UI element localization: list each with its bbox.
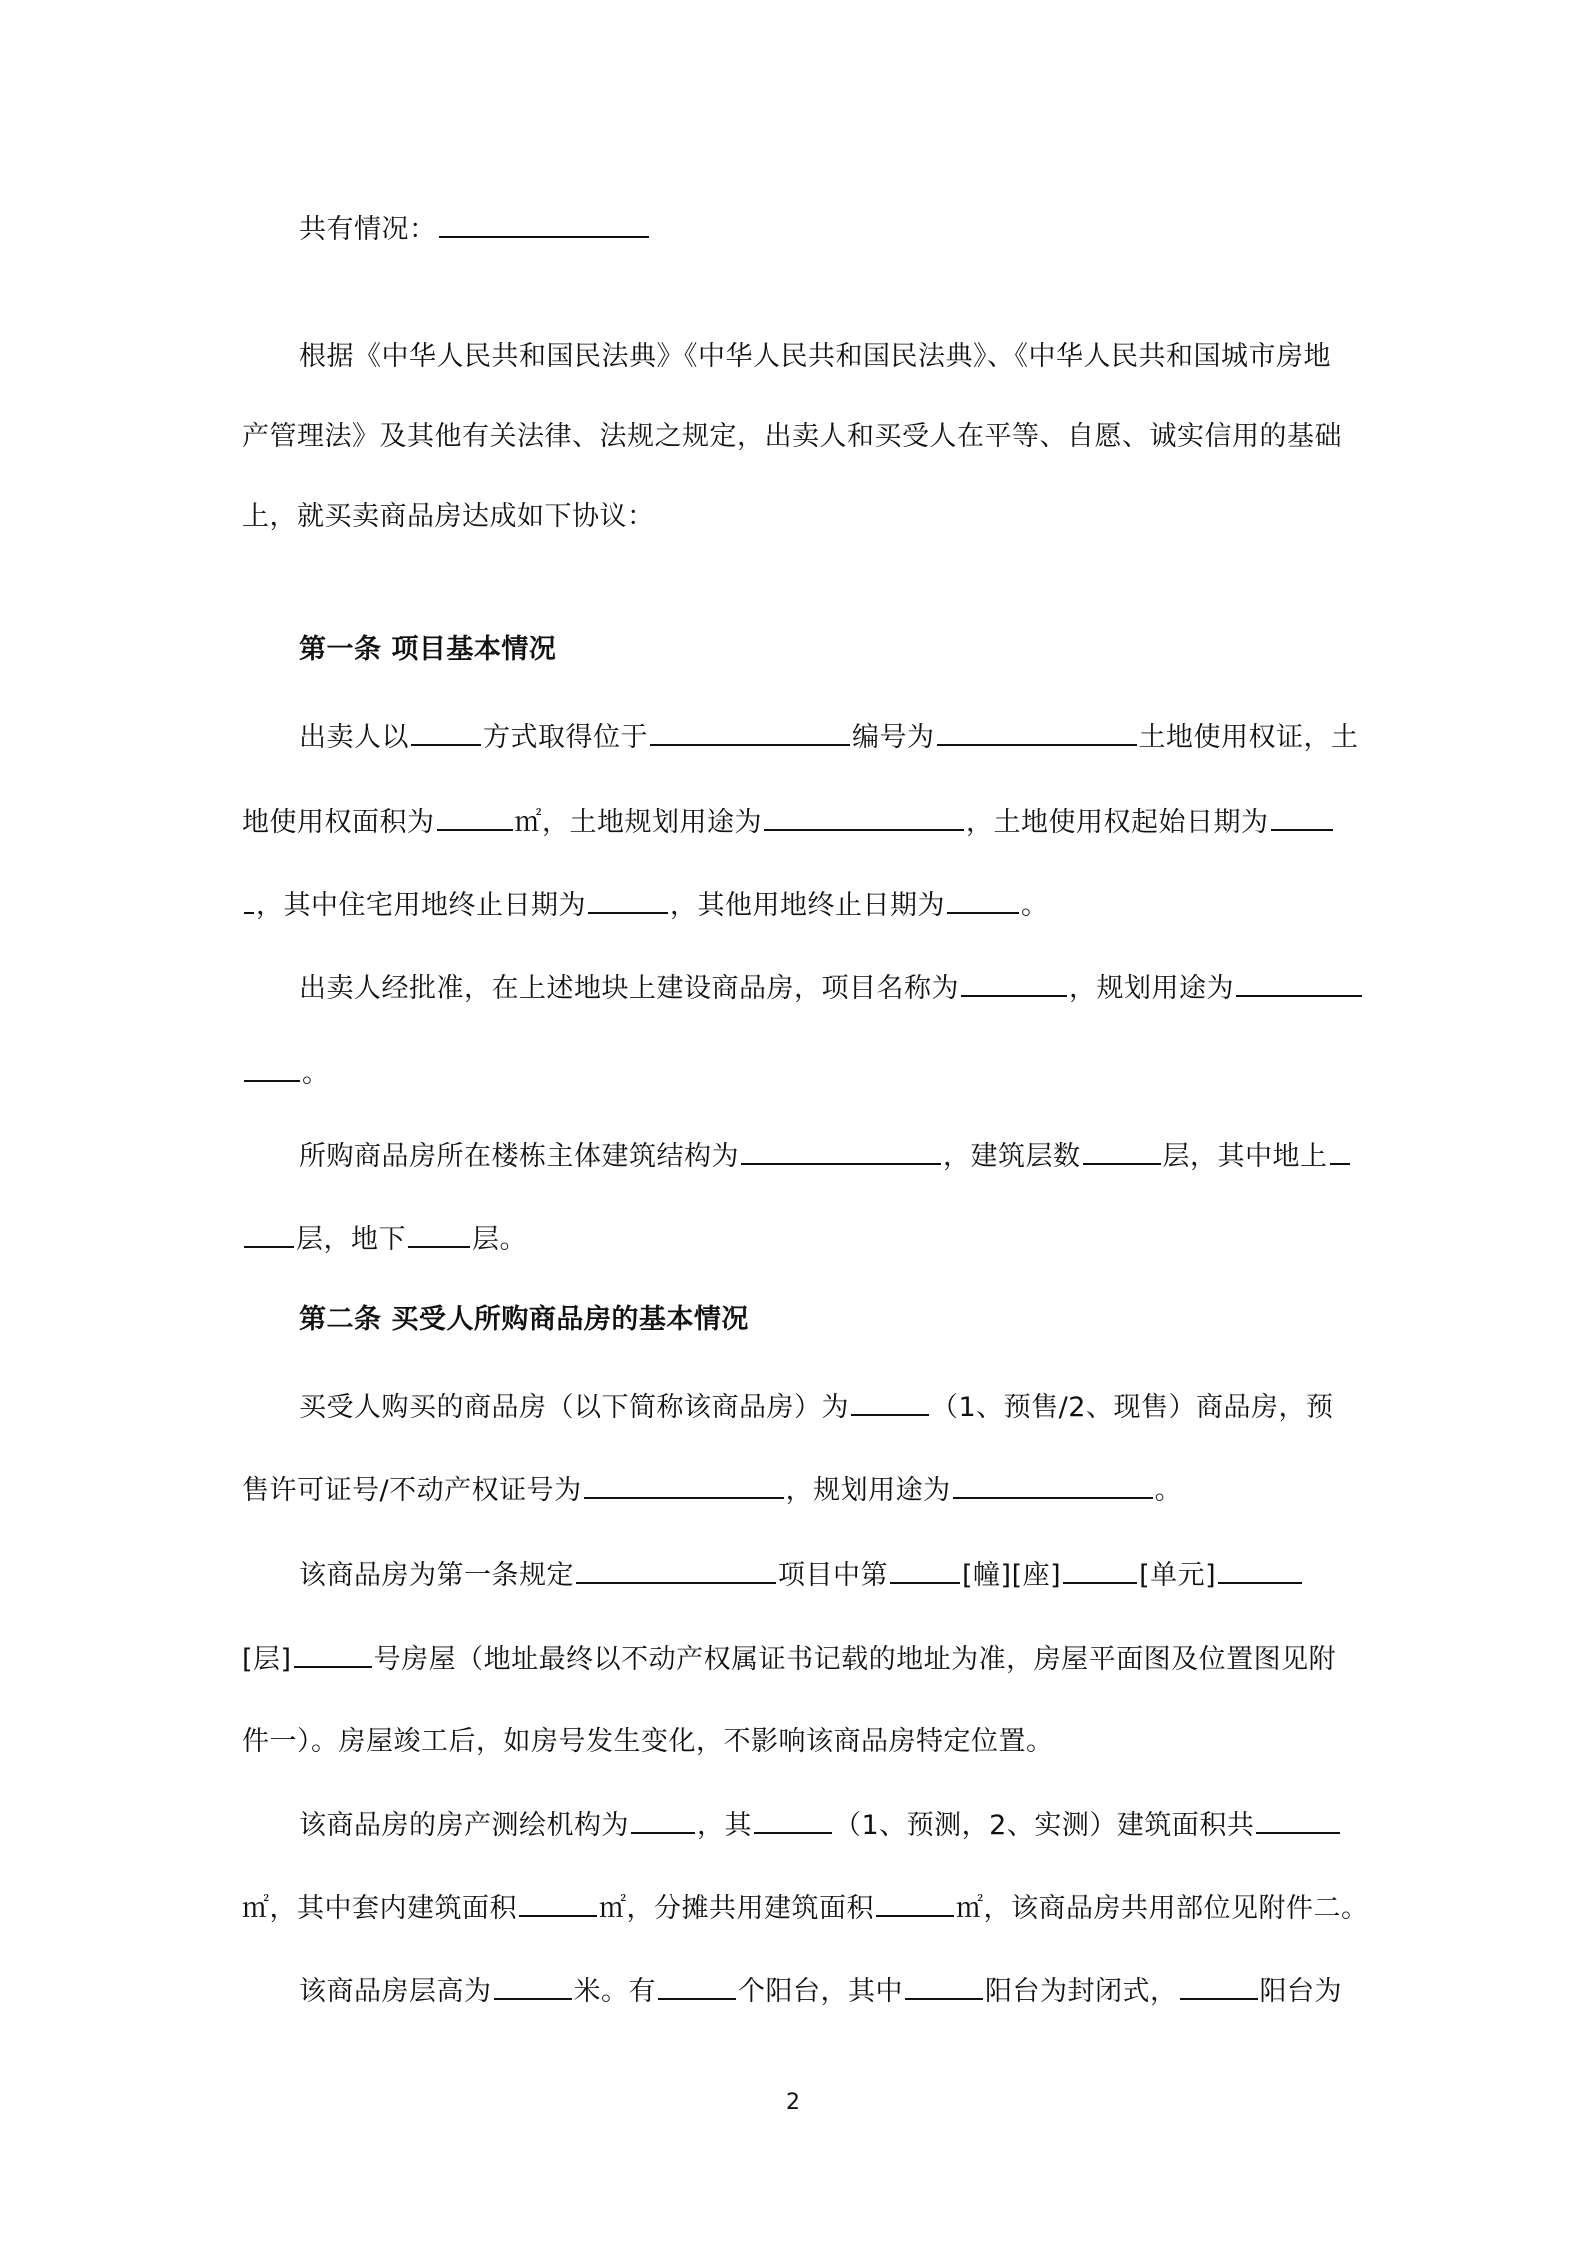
text-segment: 层，其中地上: [1162, 1141, 1328, 1172]
survey-agency-blank[interactable]: [631, 1806, 695, 1834]
article1-para2-line1: [299, 969, 1364, 1009]
preamble-line-1: 根据《中华人民共和国民法典》《中华人民共和国民法典》、《中华人民共和国城市房地: [299, 341, 1331, 372]
article1-para3-line1: [299, 1137, 1352, 1177]
floors-above-blank-cont[interactable]: [244, 1220, 294, 1248]
text-segment: [单元]: [1139, 1560, 1217, 1591]
text-segment: 售许可证号/不动产权证号为: [242, 1475, 582, 1506]
article2-para2-line3: 件一）。房屋竣工后，如房号发生变化，不影响该商品房特定位置。: [242, 1726, 1054, 1757]
text-segment: ，其中住宅用地终止日期为: [256, 890, 586, 921]
total-floors-blank[interactable]: [1083, 1137, 1161, 1165]
floor-number-blank[interactable]: [1218, 1556, 1302, 1584]
text-segment: ㎡，其中套内建筑面积: [242, 1893, 517, 1924]
building-number-blank[interactable]: [890, 1556, 960, 1584]
article2-para4-line1: [299, 1972, 1342, 2012]
text-segment: 出卖人以: [299, 722, 409, 753]
planned-use-blank[interactable]: [1236, 969, 1362, 997]
house-use-blank[interactable]: [953, 1471, 1153, 1499]
co-ownership-line: [299, 210, 651, 250]
land-start-date-blank-cont[interactable]: [244, 886, 254, 914]
sale-type-blank[interactable]: [851, 1388, 929, 1416]
article2-para2-line1: [299, 1556, 1304, 1596]
text-segment: 项目中第: [778, 1560, 888, 1591]
text-segment: ，其他用地终止日期为: [670, 890, 945, 921]
text-segment: [层]: [242, 1644, 292, 1675]
article2-title: 第二条 买受人所购商品房的基本情况: [299, 1304, 749, 1335]
text-segment: 出卖人经批准，在上述地块上建设商品房，项目名称为: [299, 973, 959, 1004]
other-end-date-blank[interactable]: [947, 886, 1019, 914]
article1-para1-line1: [299, 718, 1359, 758]
text-segment: 。: [1021, 890, 1049, 921]
article2-para1-line1: [299, 1388, 1333, 1428]
text-segment: 方式取得位于: [483, 722, 648, 753]
text-segment: 地使用权面积为: [242, 807, 435, 838]
text-segment: 个阳台，其中: [738, 1976, 903, 2007]
article2-para3-line2: [242, 1889, 1369, 1929]
floors-above-blank[interactable]: [1330, 1137, 1350, 1165]
acquisition-method-blank[interactable]: [411, 718, 481, 746]
text-segment: 层，地下: [296, 1224, 406, 1255]
text-segment: [幢][座]: [962, 1560, 1062, 1591]
building-area-blank[interactable]: [1256, 1806, 1340, 1834]
survey-type-blank[interactable]: [754, 1806, 832, 1834]
text-segment: ，建筑层数: [943, 1141, 1081, 1172]
text-segment: 米。有: [573, 1976, 656, 2007]
room-number-blank[interactable]: [294, 1640, 372, 1668]
land-cert-number-blank[interactable]: [937, 718, 1137, 746]
article1-para3-line2: [242, 1220, 527, 1260]
unit-number-blank[interactable]: [1063, 1556, 1137, 1584]
text-segment: ，土地使用权起始日期为: [966, 807, 1269, 838]
text-segment: 。: [1154, 1475, 1183, 1506]
article2-para3-line1: [299, 1806, 1342, 1846]
floor-height-blank[interactable]: [494, 1972, 572, 2000]
article2-para2-line2: [242, 1640, 1336, 1680]
co-ownership-label: 共有情况：: [299, 214, 437, 245]
text-segment: 。: [302, 1058, 330, 1089]
land-location-blank[interactable]: [650, 718, 850, 746]
land-start-date-blank[interactable]: [1271, 803, 1333, 831]
text-segment: 该商品房层高为: [299, 1976, 492, 2007]
article2-para1-line2: [242, 1471, 1182, 1511]
text-segment: 该商品房的房产测绘机构为: [299, 1810, 629, 1841]
article1-para1-line3: [242, 886, 1049, 926]
text-segment: ㎡，分摊共用建筑面积: [599, 1893, 874, 1924]
project-ref-blank[interactable]: [576, 1556, 776, 1584]
text-segment: （1、预售/2、现售）商品房，预: [931, 1392, 1334, 1423]
text-segment: （1、预测，2、实测）建筑面积共: [834, 1810, 1255, 1841]
text-segment: 编号为: [852, 722, 935, 753]
text-segment: ，其: [697, 1810, 752, 1841]
open-balcony-blank[interactable]: [1180, 1972, 1258, 2000]
shared-area-blank[interactable]: [876, 1889, 954, 1917]
floors-below-blank[interactable]: [408, 1220, 470, 1248]
preamble-line-3: 上，就买卖商品房达成如下协议：: [242, 501, 655, 532]
text-segment: 土地使用权证，土: [1138, 722, 1359, 753]
text-segment: ，规划用途为: [785, 1475, 951, 1506]
closed-balcony-blank[interactable]: [905, 1972, 983, 2000]
permit-number-blank[interactable]: [584, 1471, 784, 1499]
land-use-blank[interactable]: [764, 803, 964, 831]
text-segment: 买受人购买的商品房（以下简称该商品房）为: [299, 1392, 849, 1423]
text-segment: ，规划用途为: [1069, 973, 1234, 1004]
planned-use-blank-cont[interactable]: [244, 1054, 300, 1082]
text-segment: 所购商品房所在楼栋主体建筑结构为: [299, 1141, 739, 1172]
interior-area-blank[interactable]: [519, 1889, 597, 1917]
text-segment: 该商品房为第一条规定: [299, 1560, 574, 1591]
residential-end-date-blank[interactable]: [588, 886, 668, 914]
text-segment: ㎡，该商品房共用部位见附件二。: [956, 1893, 1369, 1924]
text-segment: 号房屋（地址最终以不动产权属证书记载的地址为准，房屋平面图及位置图见附: [373, 1644, 1337, 1675]
project-name-blank[interactable]: [961, 969, 1067, 997]
page-number: 2: [786, 2090, 800, 2115]
text-segment: ㎡，土地规划用途为: [514, 807, 762, 838]
article1-title: 第一条 项目基本情况: [299, 634, 557, 665]
article1-para2-line2: [242, 1054, 330, 1094]
text-segment: 阳台为: [1259, 1976, 1342, 2007]
co-ownership-blank[interactable]: [439, 210, 649, 238]
article1-para1-line2: [242, 803, 1335, 843]
text-segment: 层。: [472, 1224, 527, 1255]
land-area-blank[interactable]: [437, 803, 513, 831]
preamble-line-2: 产管理法》及其他有关法律、法规之规定，出卖人和买受人在平等、自愿、诚实信用的基础: [242, 421, 1342, 452]
text-segment: 阳台为封闭式，: [985, 1976, 1178, 2007]
building-structure-blank[interactable]: [741, 1137, 941, 1165]
balcony-count-blank[interactable]: [658, 1972, 736, 2000]
